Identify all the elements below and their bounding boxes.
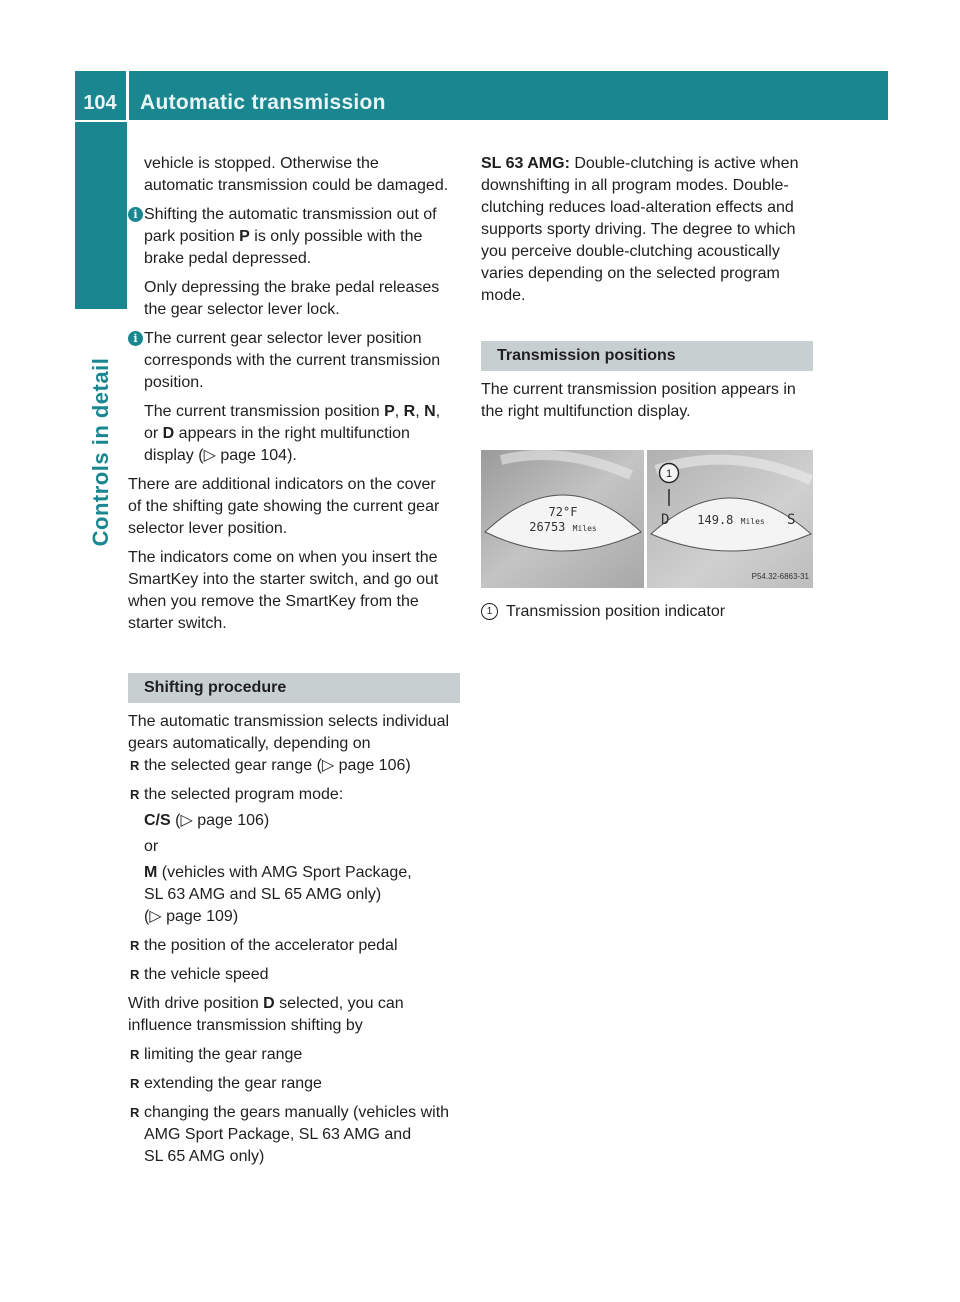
side-tab-label: Controls in detail (88, 357, 113, 547)
list-item: R the position of the accelerator pedal (128, 935, 460, 957)
figure-caption: 1 Transmission position indicator (481, 601, 813, 623)
section-heading: Shifting procedure (128, 673, 460, 703)
paragraph: SL 63 AMG: Double-clutching is active when downshifting in all program modes. Double- clutching reduces load-alteration effects and supports sporty driving. The degree to which you perceive double-clutching acoustically varies depending on the selected program mode. (481, 155, 799, 304)
figure-code: P54.32-6863-31 (751, 572, 809, 581)
mode-indicator: S (787, 512, 796, 528)
header-separator (126, 71, 129, 120)
left-display-panel (481, 450, 644, 588)
list-item: R changing the gears manually (vehicles with AMG Sport Package, SL 63 AMG and SL 65 AMG only) (130, 1104, 450, 1165)
page-reference[interactable]: display (▷ page 104). (144, 447, 297, 464)
gear-indicator: D (661, 512, 670, 528)
paragraph: The indicators come on when you insert the SmartKey into the starter switch, and go out when you remove the SmartKey from the starter switch. (128, 549, 439, 632)
side-tab-block (75, 122, 127, 309)
odometer-unit: Miles (572, 524, 597, 533)
list-item: R the selected program mode: C/S (▷ page 106) or M (vehicles with AMG Sport Package, SL 63 AMG and SL 65 AMG only) (▷ page 109) (130, 786, 412, 925)
page-number: 104 (83, 92, 117, 114)
side-tab (75, 322, 127, 582)
right-column (481, 153, 813, 623)
paragraph: The automatic transmission selects individual gears automatically, depending on (128, 713, 450, 752)
info-icon: i (128, 207, 143, 222)
bullet-icon: R (130, 1105, 140, 1120)
bullet-icon: R (130, 787, 140, 802)
bullet-icon: R (130, 938, 140, 953)
page-title: Automatic transmission (140, 91, 386, 114)
callout-number: 1 (665, 468, 673, 480)
bullet-icon: R (130, 967, 140, 982)
paragraph: There are additional indicators on the cover of the shifting gate showing the current gear selector lever position. (128, 476, 440, 537)
paragraph: The current transmission position appears in the right multifunction display. (481, 381, 796, 420)
bullet-icon: R (130, 758, 140, 773)
left-column (128, 153, 460, 1175)
page-header (75, 71, 888, 120)
temperature-readout: 72°F (548, 505, 578, 519)
paragraph: With drive position D selected, you can influence transmission shifting by (128, 995, 404, 1034)
list-item: R the selected gear range (▷ page 106) (128, 755, 460, 777)
bullet-icon: R (130, 1047, 140, 1062)
info-note: i The current gear selector lever position corresponds with the current transmission position. The current transmission position P, R, N, or D appears in the right multifunction display (▷ page 104). (128, 328, 460, 467)
odometer-readout: 26753 (529, 520, 566, 534)
info-icon: i (128, 331, 143, 346)
trip-readout: 149.8 (697, 513, 734, 527)
list-item: R limiting the gear range (128, 1044, 460, 1066)
list-item: R the vehicle speed (128, 964, 460, 986)
paragraph-continued: vehicle is stopped. Otherwise the automatic transmission could be damaged. (144, 155, 449, 194)
instrument-cluster-figure (481, 450, 813, 588)
list-item: R extending the gear range (128, 1073, 460, 1095)
section-heading: Transmission positions (481, 341, 813, 371)
info-note: i Shifting the automatic transmission out of park position P is only possible with the brake pedal depressed. Only depressing the brake pedal releases the gear selector lever lock. (128, 204, 460, 321)
bullet-icon: R (130, 1076, 140, 1091)
trip-unit: Miles (740, 517, 765, 526)
callout-circle-icon: 1 (481, 603, 498, 620)
